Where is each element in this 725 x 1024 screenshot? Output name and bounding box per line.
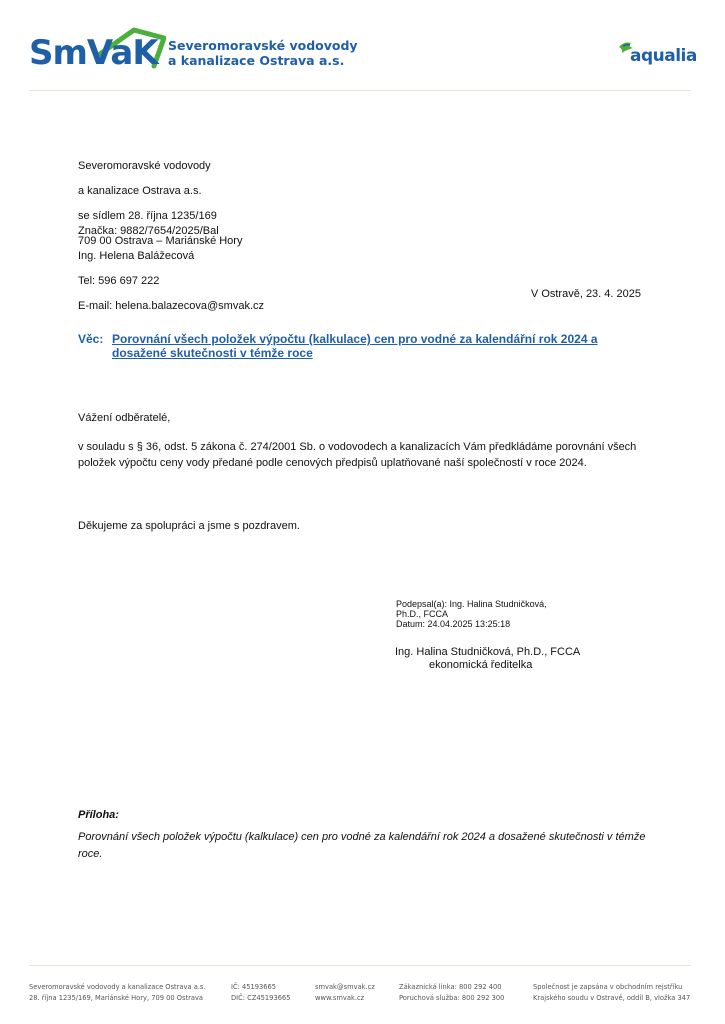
greeting: Vážení odběratelé, — [78, 412, 171, 424]
digital-signature-meta — [396, 599, 576, 629]
footer-customer-line: Zákaznická linka: 800 292 400 — [399, 983, 502, 991]
subject-text — [112, 332, 632, 360]
signatory-role: ekonomická ředitelka — [429, 659, 533, 671]
subject-label: Věc: — [78, 332, 104, 346]
reference-mark: Značka: 9882/7654/2025/Bal — [78, 224, 219, 237]
company-name-line2: a kanalizace Ostrava a.s. — [168, 53, 345, 68]
reference-phone: Tel: 596 697 222 — [78, 274, 160, 287]
signature-datetime: Datum: 24.04.2025 13:25:18 — [396, 619, 511, 629]
footer-company-address: 28. října 1235/169, Mariánské Hory, 709 00 Ostrava — [29, 994, 204, 1002]
company-name-line1: Severomoravské vodovody — [168, 38, 358, 53]
signed-by-line1: Podepsal(a): Ing. Halina Studničková, — [396, 599, 547, 609]
company-name — [168, 38, 358, 68]
aqualia-logo — [618, 40, 697, 70]
attachment-title: Příloha: — [78, 809, 119, 821]
footer-ids — [231, 982, 290, 1004]
header-divider — [29, 90, 691, 91]
reference-block — [78, 209, 265, 325]
footer-dic: DIČ: CZ45193665 — [231, 994, 291, 1002]
footer-registry-line1: Společnost je zapsána v obchodním rejstříku — [533, 983, 683, 991]
smvak-logo: SmVaK — [29, 33, 158, 73]
footer-fault-line: Poruchová služba: 800 292 300 — [399, 994, 505, 1002]
footer-email: smvak@smvak.cz — [315, 983, 375, 991]
sender-line: Severomoravské vodovody — [78, 159, 211, 172]
footer-registry — [533, 982, 690, 1004]
sender-line: a kanalizace Ostrava a.s. — [78, 184, 202, 197]
footer-company-name: Severomoravské vodovody a kanalizace Ostrava a.s. — [29, 983, 206, 991]
body-paragraph: v souladu s § 36, odst. 5 zákona č. 274/2001 Sb. o vodovodech a kanalizacích Vám předkládáme porovnání všech položek výpočtu ceny vody předané podle cenových předpisů uplatňované naší společností v roce 2024. — [78, 441, 637, 469]
letter-date: V Ostravě, 23. 4. 2025 — [530, 288, 641, 300]
footer-ico: IČ: 45193665 — [231, 983, 277, 991]
closing: Děkujeme za spolupráci a jsme s pozdravem. — [78, 520, 300, 532]
footer-website: www.smvak.cz — [315, 994, 365, 1002]
signatory-name: Ing. Halina Studničková, Ph.D., FCCA — [395, 646, 581, 658]
footer-registry-line2: Krajského soudu v Ostravě, oddíl B, vložka 347 — [533, 994, 691, 1002]
sender-line: se sídlem 28. října 1235/169 — [78, 209, 217, 222]
sender-line: 709 00 Ostrava – Mariánské Hory — [78, 235, 243, 248]
reference-email: E-mail: helena.balazecova@smvak.cz — [78, 300, 265, 313]
signed-by-line2: Ph.D., FCCA — [396, 609, 449, 619]
attachment-text: Porovnání všech položek výpočtu (kalkulace) cen pro vodné za kalendářní rok 2024 a dosažené skutečnosti v témže roce. — [78, 831, 646, 860]
subject-line1: Porovnání všech položek výpočtu (kalkulace) cen pro vodné za kalendářní rok 2024 a — [112, 332, 598, 346]
reference-person: Ing. Helena Balážecová — [78, 249, 195, 262]
footer-company — [29, 982, 206, 1004]
footer-contact — [315, 982, 375, 1004]
aqualia-logo-text: aqualia — [630, 46, 697, 66]
footer-phones — [399, 982, 504, 1004]
footer-divider — [29, 965, 691, 966]
subject-line2: dosažené skutečnosti v témže roce — [112, 346, 313, 360]
